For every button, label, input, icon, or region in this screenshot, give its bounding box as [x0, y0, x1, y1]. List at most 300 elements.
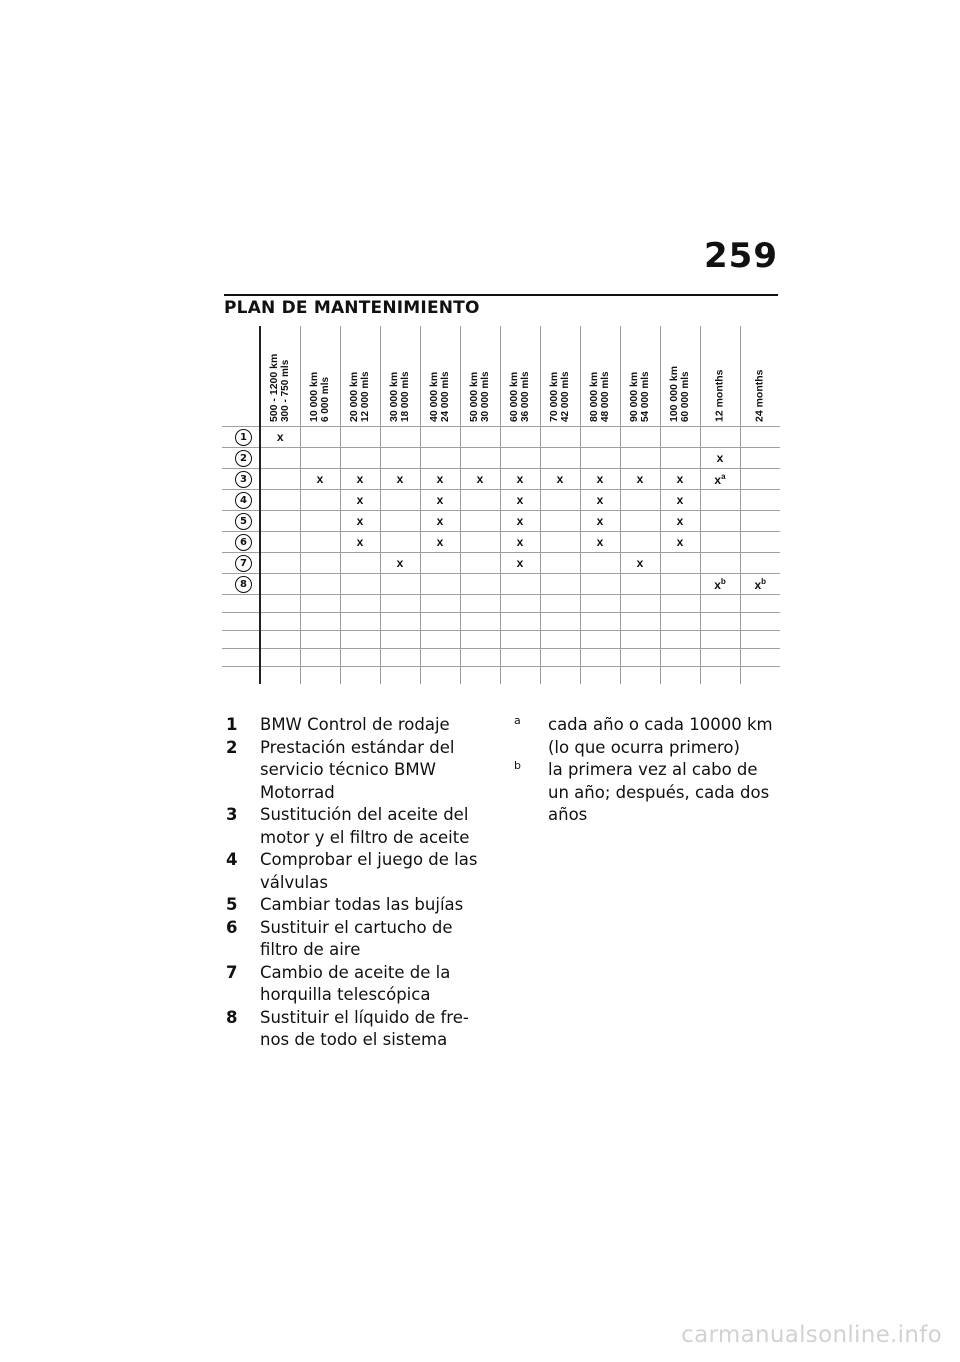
service-mark: x [636, 472, 644, 486]
schedule-cell [380, 553, 420, 574]
schedule-cell [740, 631, 780, 649]
schedule-cell [300, 511, 340, 532]
schedule-row [222, 511, 780, 532]
legend-list [226, 714, 482, 1052]
schedule-cell [300, 649, 340, 667]
schedule-cell [222, 667, 260, 685]
column-header [380, 326, 420, 427]
circled-number-icon: 2 [235, 450, 252, 467]
schedule-cell [540, 427, 580, 448]
interval-km: 40 000 km [428, 371, 440, 422]
schedule-cell [660, 649, 700, 667]
service-mark: x [396, 472, 404, 486]
column-header [300, 326, 340, 427]
schedule-cell [660, 448, 700, 469]
schedule-cell [580, 532, 620, 553]
column-header-text [715, 369, 726, 422]
schedule-row [222, 469, 780, 490]
schedule-cell [660, 469, 700, 490]
schedule-grid [222, 326, 780, 684]
schedule-cell [260, 490, 300, 511]
schedule-cell [700, 667, 740, 685]
column-header [660, 326, 700, 427]
circled-number-icon: 4 [235, 492, 252, 509]
legend-text: Cambio de aceite de la horquilla telescópica [260, 962, 451, 1004]
schedule-cell [380, 667, 420, 685]
schedule-cell [740, 613, 780, 631]
schedule-cell [620, 613, 660, 631]
interval-km: 100 000 km [668, 365, 680, 422]
schedule-cell [300, 613, 340, 631]
schedule-cell [420, 649, 460, 667]
legend-number: 4 [226, 850, 238, 869]
schedule-cell [660, 511, 700, 532]
schedule-cell [700, 613, 740, 631]
schedule-cell [500, 667, 540, 685]
interval-miles: 300 - 750 mls [280, 359, 292, 422]
service-mark: x [596, 535, 604, 549]
schedule-cell [380, 532, 420, 553]
schedule-cell [460, 649, 500, 667]
service-mark: x [676, 535, 684, 549]
schedule-cell [540, 631, 580, 649]
schedule-cell [260, 553, 300, 574]
legend-item [226, 917, 482, 962]
column-header [740, 326, 780, 427]
schedule-cell [500, 532, 540, 553]
circled-number-icon: 6 [235, 534, 252, 551]
schedule-cell [700, 427, 740, 448]
interval-km: 70 000 km [548, 371, 560, 422]
schedule-cell [340, 448, 380, 469]
service-mark: $x^b$ [754, 576, 767, 592]
empty-row [222, 649, 780, 667]
schedule-cell [660, 631, 700, 649]
schedule-cell [740, 667, 780, 685]
title-divider [224, 294, 778, 296]
schedule-cell [340, 631, 380, 649]
footnote-ref: a [721, 471, 726, 481]
schedule-cell [580, 490, 620, 511]
schedule-cell [420, 448, 460, 469]
row-label [222, 490, 260, 511]
schedule-cell [460, 469, 500, 490]
schedule-row [222, 448, 780, 469]
schedule-row [222, 427, 780, 448]
column-header-text [669, 366, 691, 422]
interval-months: 24 months [753, 369, 766, 422]
schedule-cell [540, 511, 580, 532]
service-mark: x [716, 451, 724, 465]
column-header-text [269, 354, 291, 422]
column-header [460, 326, 500, 427]
service-mark: x [436, 493, 444, 507]
legend-item [226, 737, 482, 805]
row-label [222, 469, 260, 490]
header-corner [222, 326, 260, 427]
service-mark: x [676, 514, 684, 528]
schedule-cell [620, 574, 660, 595]
legend-item [226, 714, 482, 737]
schedule-cell [460, 667, 500, 685]
service-mark: x [676, 493, 684, 507]
schedule-cell [300, 532, 340, 553]
interval-km: 90 000 km [628, 371, 640, 422]
watermark: carmanualsonline.info [681, 1322, 942, 1348]
schedule-cell [380, 595, 420, 613]
schedule-cell [620, 490, 660, 511]
service-mark: x [516, 472, 524, 486]
service-mark: x [676, 472, 684, 486]
schedule-cell [660, 490, 700, 511]
schedule-cell [460, 595, 500, 613]
interval-miles: 54 000 mls [640, 371, 651, 422]
row-label [222, 448, 260, 469]
legend-number: 5 [226, 895, 238, 914]
schedule-cell [420, 574, 460, 595]
schedule-cell [340, 427, 380, 448]
schedule-cell [460, 553, 500, 574]
schedule-cell [500, 649, 540, 667]
legend-text: Sustituir el cartucho de filtro de aire [260, 917, 453, 959]
schedule-cell [380, 631, 420, 649]
service-mark: x [516, 493, 524, 507]
schedule-cell [540, 574, 580, 595]
column-header [340, 326, 380, 427]
empty-row [222, 631, 780, 649]
schedule-cell [700, 490, 740, 511]
column-header [580, 326, 620, 427]
legend-text: Cambiar todas las bujías [260, 895, 464, 914]
interval-miles: 42 000 mls [560, 371, 571, 422]
schedule-cell [580, 574, 620, 595]
schedule-cell [380, 649, 420, 667]
schedule-cell [420, 667, 460, 685]
schedule-cell [580, 427, 620, 448]
column-header-text [549, 371, 571, 422]
schedule-cell [340, 532, 380, 553]
schedule-cell [500, 511, 540, 532]
schedule-cell [340, 613, 380, 631]
schedule-cell [500, 574, 540, 595]
interval-miles: 60 000 mls [680, 371, 691, 422]
schedule-cell [460, 631, 500, 649]
schedule-cell [420, 532, 460, 553]
schedule-cell [700, 448, 740, 469]
schedule-cell [420, 631, 460, 649]
schedule-cell [580, 511, 620, 532]
legend-number: 7 [226, 962, 238, 982]
schedule-cell [620, 595, 660, 613]
schedule-row [222, 532, 780, 553]
schedule-cell [300, 469, 340, 490]
schedule-cell [460, 448, 500, 469]
schedule-cell [660, 532, 700, 553]
column-header [420, 326, 460, 427]
legend-number: 6 [226, 917, 238, 937]
schedule-cell [300, 574, 340, 595]
schedule-cell [700, 649, 740, 667]
service-mark: x [596, 514, 604, 528]
footnote-item [514, 714, 776, 759]
schedule-cell [540, 667, 580, 685]
schedule-cell [620, 649, 660, 667]
schedule-cell [300, 448, 340, 469]
schedule-cell [222, 631, 260, 649]
schedule-cell [420, 490, 460, 511]
legend-number: 2 [226, 737, 238, 757]
schedule-cell [620, 448, 660, 469]
schedule-cell [260, 595, 300, 613]
schedule-cell [460, 574, 500, 595]
column-header-text [755, 369, 766, 422]
schedule-cell [580, 649, 620, 667]
schedule-cell [700, 469, 740, 490]
schedule-cell [740, 448, 780, 469]
interval-miles: 12 000 mls [360, 371, 371, 422]
schedule-cell [500, 553, 540, 574]
schedule-cell [580, 631, 620, 649]
interval-miles: 24 000 mls [440, 371, 451, 422]
schedule-cell [500, 427, 540, 448]
schedule-cell [340, 469, 380, 490]
schedule-cell [340, 553, 380, 574]
schedule-cell [500, 490, 540, 511]
service-mark: x [436, 514, 444, 528]
schedule-cell [380, 469, 420, 490]
footnote-text: cada año o cada 10000 km (lo que ocurra primero) [548, 715, 773, 757]
schedule-cell [660, 553, 700, 574]
interval-miles: 36 000 mls [520, 371, 531, 422]
interval-miles: 18 000 mls [400, 371, 411, 422]
schedule-cell [340, 649, 380, 667]
legend-text: BMW Control de rodaje [260, 715, 450, 734]
schedule-cell [260, 667, 300, 685]
schedule-cell [420, 595, 460, 613]
legend-number: 3 [226, 805, 238, 824]
interval-km: 30 000 km [388, 371, 400, 422]
schedule-cell [540, 532, 580, 553]
column-header [700, 326, 740, 427]
schedule-cell [460, 532, 500, 553]
schedule-cell [340, 595, 380, 613]
legend-item [226, 1007, 482, 1052]
service-mark: x [356, 472, 364, 486]
schedule-cell [380, 511, 420, 532]
service-mark: x [356, 493, 364, 507]
schedule-cell [660, 595, 700, 613]
schedule-cell [500, 448, 540, 469]
circled-number-icon: 8 [235, 576, 252, 593]
column-header [500, 326, 540, 427]
footnote-symbol: b [514, 759, 521, 772]
row-label [222, 427, 260, 448]
schedule-cell [740, 490, 780, 511]
service-mark: x [356, 535, 364, 549]
footnote-text: la primera vez al cabo de un año; después, cada dos años [548, 760, 770, 824]
service-mark: x [556, 472, 564, 486]
schedule-cell [300, 667, 340, 685]
interval-km: 20 000 km [348, 371, 360, 422]
schedule-cell [620, 511, 660, 532]
legend-number: 8 [226, 1007, 238, 1027]
footnote-symbol: a [514, 714, 521, 727]
footnotes [514, 714, 776, 827]
schedule-cell [500, 613, 540, 631]
schedule-cell [340, 511, 380, 532]
schedule-cell [540, 448, 580, 469]
circled-number-icon: 3 [235, 471, 252, 488]
schedule-cell [660, 667, 700, 685]
empty-row [222, 595, 780, 613]
footnote-ref: b [761, 576, 767, 586]
service-mark: $x^a$ [714, 471, 726, 487]
schedule-cell [740, 469, 780, 490]
row-label [222, 511, 260, 532]
row-label [222, 553, 260, 574]
service-mark: x [356, 514, 364, 528]
schedule-cell [740, 595, 780, 613]
circled-number-icon: 1 [235, 429, 252, 446]
schedule-cell [660, 427, 700, 448]
empty-row [222, 667, 780, 685]
interval-km: 80 000 km [588, 371, 600, 422]
schedule-cell [740, 511, 780, 532]
legend-item [226, 962, 482, 1007]
interval-miles: 48 000 mls [600, 371, 611, 422]
circled-number-icon: 5 [235, 513, 252, 530]
schedule-cell [540, 595, 580, 613]
schedule-cell [700, 553, 740, 574]
column-header [540, 326, 580, 427]
schedule-cell [700, 631, 740, 649]
service-mark: x [476, 472, 484, 486]
schedule-cell [660, 613, 700, 631]
schedule-cell [540, 490, 580, 511]
schedule-cell [620, 553, 660, 574]
schedule-cell [420, 613, 460, 631]
legend-item [226, 804, 482, 849]
column-header-text [309, 372, 331, 422]
schedule-cell [700, 532, 740, 553]
schedule-cell [222, 613, 260, 631]
schedule-cell [540, 649, 580, 667]
schedule-cell [740, 532, 780, 553]
schedule-row [222, 490, 780, 511]
schedule-cell [260, 511, 300, 532]
schedule-cell [260, 448, 300, 469]
schedule-cell [260, 469, 300, 490]
schedule-cell [620, 427, 660, 448]
legend-item [226, 894, 482, 917]
schedule-cell [620, 631, 660, 649]
column-header-text [429, 371, 451, 422]
schedule-cell [380, 448, 420, 469]
schedule-cell [620, 469, 660, 490]
schedule-cell [740, 427, 780, 448]
schedule-cell [340, 490, 380, 511]
schedule-cell [700, 574, 740, 595]
interval-miles: 30 000 mls [480, 371, 491, 422]
schedule-cell [580, 667, 620, 685]
schedule-cell [300, 631, 340, 649]
schedule-cell [260, 532, 300, 553]
legend-number: 1 [226, 715, 238, 734]
header-row [222, 326, 780, 427]
interval-km: 10 000 km [308, 371, 320, 422]
schedule-cell [540, 553, 580, 574]
legend-text: Prestación estándar del servicio técnico BMW Motorrad [260, 737, 455, 802]
schedule-cell [540, 469, 580, 490]
legend-text: Sustituir el líquido de fre-nos de todo el sistema [260, 1007, 469, 1049]
empty-row [222, 613, 780, 631]
schedule-cell [540, 613, 580, 631]
schedule-cell [380, 574, 420, 595]
service-mark: x [596, 493, 604, 507]
schedule-cell [620, 532, 660, 553]
service-mark: x [516, 514, 524, 528]
schedule-cell [580, 595, 620, 613]
service-mark: x [436, 535, 444, 549]
schedule-row [222, 574, 780, 595]
schedule-cell [300, 595, 340, 613]
schedule-cell [420, 511, 460, 532]
page-number: 259 [704, 236, 778, 276]
schedule-cell [580, 469, 620, 490]
schedule-cell [260, 649, 300, 667]
maintenance-schedule-table [222, 326, 780, 706]
column-header-text [349, 371, 371, 422]
service-mark: x [436, 472, 444, 486]
row-label [222, 574, 260, 595]
schedule-cell [222, 595, 260, 613]
schedule-cell [740, 574, 780, 595]
schedule-cell [500, 631, 540, 649]
schedule-cell [580, 613, 620, 631]
column-header-text [629, 371, 651, 422]
legend-text: Comprobar el juego de las válvulas [260, 850, 478, 892]
column-header [260, 326, 300, 427]
schedule-cell [380, 613, 420, 631]
service-mark: $x^b$ [714, 576, 726, 592]
schedule-cell [740, 553, 780, 574]
interval-miles: 6 000 mls [320, 376, 331, 422]
schedule-cell [620, 667, 660, 685]
schedule-cell [260, 613, 300, 631]
interval-months: 12 months [713, 369, 726, 422]
interval-km: 500 - 1200 km [268, 353, 281, 422]
interval-km: 60 000 km [508, 371, 520, 422]
section-title: PLAN DE MANTENIMIENTO [224, 298, 480, 318]
schedule-cell [260, 427, 300, 448]
interval-km: 50 000 km [468, 371, 480, 422]
schedule-cell [260, 574, 300, 595]
column-header-text [509, 371, 531, 422]
schedule-cell [340, 667, 380, 685]
schedule-cell [300, 427, 340, 448]
schedule-cell [460, 613, 500, 631]
schedule-cell [300, 490, 340, 511]
schedule-cell [580, 553, 620, 574]
schedule-cell [260, 631, 300, 649]
schedule-cell [460, 511, 500, 532]
schedule-cell [580, 448, 620, 469]
schedule-cell [740, 649, 780, 667]
row-label [222, 532, 260, 553]
schedule-cell [380, 427, 420, 448]
schedule-cell [380, 490, 420, 511]
schedule-cell [500, 595, 540, 613]
